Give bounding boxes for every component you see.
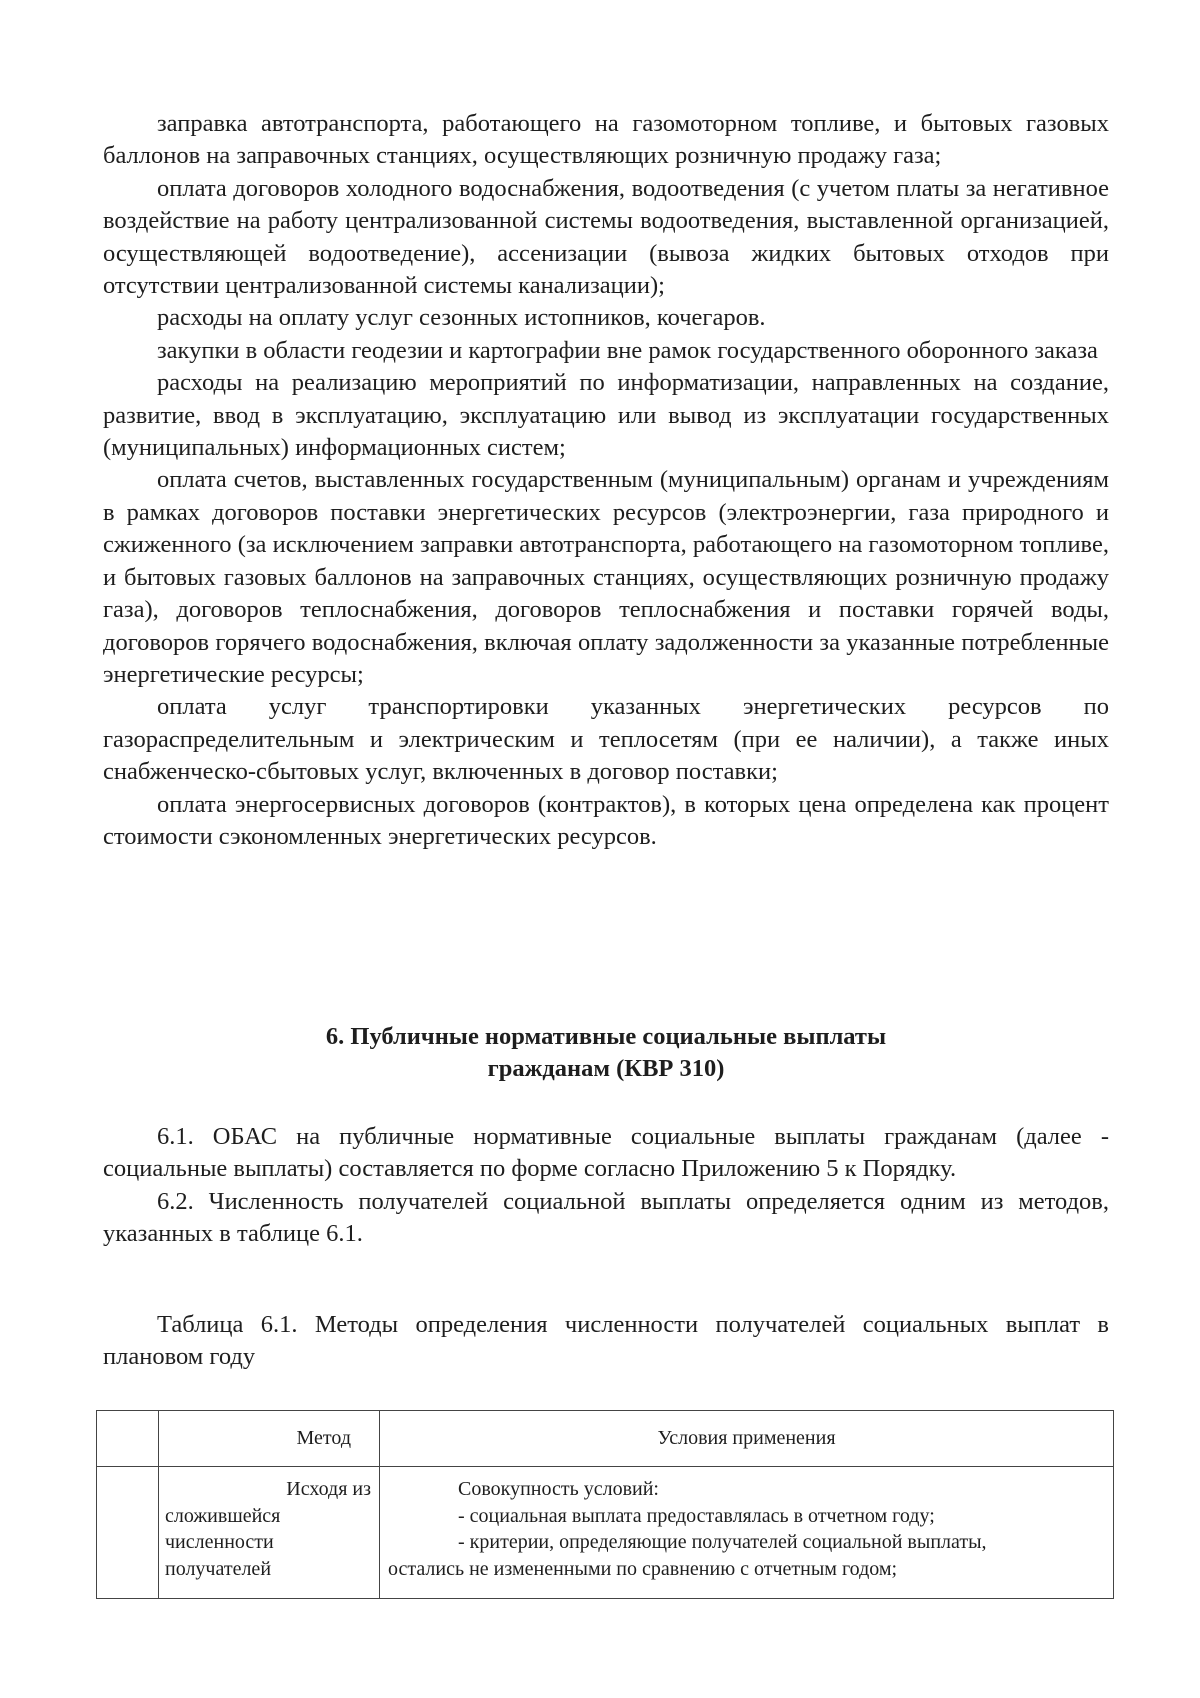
section-heading bbox=[103, 1021, 1109, 1085]
paragraph: расходы на реализацию мероприятий по информатизации, направленных на создание, развитие, ввод в эксплуатацию, эксплуатацию или вывод из эксплуатации государственных (муниципальных) информационных систем; bbox=[103, 369, 1109, 462]
header-method: Метод bbox=[159, 1411, 380, 1467]
header-conditions: Условия применения bbox=[380, 1411, 1114, 1467]
condition-line: - социальная выплата предоставлялась в отчетном году; bbox=[458, 1504, 935, 1527]
condition-line: остались не измененными по сравнению с отчетным годом; bbox=[388, 1557, 898, 1580]
section-heading-line-1: 6. Публичные нормативные социальные выплаты bbox=[325, 1023, 887, 1050]
conditions-title: Совокупность условий: bbox=[458, 1478, 659, 1500]
method-line: сложившейся bbox=[165, 1504, 281, 1527]
header-num bbox=[97, 1411, 159, 1467]
conditions-cell bbox=[380, 1467, 1114, 1599]
body-text bbox=[103, 108, 1109, 853]
paragraph: заправка автотранспорта, работающего на газомоторном топливе, и бытовых газовых баллонов на заправочных станциях, осуществляющих розничную продажу газа; bbox=[103, 110, 1109, 170]
paragraph: закупки в области геодезии и картографии вне рамок государственного оборонного заказа bbox=[157, 336, 1098, 364]
condition-line: - критерии, определяющие получателей социальной выплаты, bbox=[458, 1531, 987, 1553]
row-num bbox=[97, 1467, 159, 1599]
paragraph: оплата услуг транспортировки указанных энергетических ресурсов по газораспределительным и электрическим и теплосетям (при ее наличии), а также иных снабженческо-сбытовых услуг, включенных в договор поставки; bbox=[103, 693, 1109, 786]
paragraph: 6.2. Численность получателей социальной выплаты определяется одним из методов, указанных в таблице 6.1. bbox=[103, 1187, 1109, 1248]
method-line: Исходя из bbox=[286, 1478, 371, 1500]
method-line: получателей bbox=[165, 1557, 272, 1580]
paragraph: оплата договоров холодного водоснабжения, водоотведения (с учетом платы за негативное воздействие на работу централизованной системы водоотведения, выставленной организацией, осуществляющей водоотведение), ассенизации (вывоза жидких бытовых отходов при отсутствии централизованной системы канализации); bbox=[103, 174, 1109, 300]
method-line: численности bbox=[165, 1531, 274, 1553]
paragraph: 6.1. ОБАС на публичные нормативные социальные выплаты гражданам (далее - социальные выплаты) составляется по форме согласно Приложению 5 к Порядку. bbox=[103, 1123, 1109, 1183]
table-caption: Таблица 6.1. Методы определения численности получателей социальных выплат в плановом году bbox=[103, 1311, 1109, 1371]
paragraph: оплата энергосервисных договоров (контрактов), в которых цена определена как процент стоимости сэкономленных энергетических ресурсов. bbox=[103, 790, 1109, 850]
paragraph: оплата счетов, выставленных государственным (муниципальным) органам и учреждениям в рамках договоров поставки энергетических ресурсов (электроэнергии, газа природного и сжиженного (за исключением заправки автотранспорта, работающего на газомоторном топливе, и бытовых газовых баллонов на заправочных станциях, осуществляющих розничную продажу газа), договоров теплоснабжения, договоров теплоснабжения и поставки горячей воды, договоров горячего водоснабжения, включая оплату задолженности за указанные потребленные энергетические ресурсы; bbox=[103, 466, 1109, 688]
section-heading-line-2: гражданам (КВР 310) bbox=[487, 1055, 725, 1082]
methods-table bbox=[96, 1410, 1114, 1599]
paragraph: расходы на оплату услуг сезонных истопников, кочегаров. bbox=[157, 304, 766, 332]
method-cell bbox=[159, 1467, 380, 1599]
table-header-row bbox=[97, 1411, 1114, 1467]
table-row bbox=[97, 1467, 1114, 1599]
section-body bbox=[103, 1121, 1109, 1251]
